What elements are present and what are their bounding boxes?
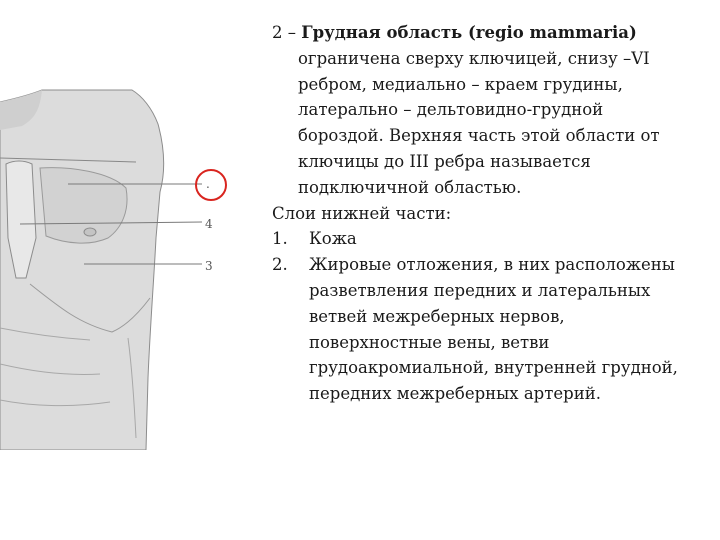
section-description: ограничена сверху ключицей, снизу –VI ребром, медиально – краем грудины, латерально – дельтовидно-грудной бороздой. Верхняя часть этой области от ключицы до III ребра называется подключичной областью. <box>298 48 660 197</box>
nipple <box>84 228 96 236</box>
chest-anatomy-drawing <box>0 88 232 450</box>
list-item-text: Кожа <box>309 229 357 249</box>
list-item-number: 2. <box>272 255 288 275</box>
figure-label-2: 4 <box>205 217 213 231</box>
list-item-number: 1. <box>272 229 288 249</box>
list-item <box>272 252 692 407</box>
chest-anatomy-figure <box>0 88 232 450</box>
section-heading: Грудная область (regio mammaria) <box>301 23 637 42</box>
layers-title: Слои нижней части: <box>272 203 452 223</box>
figure-label-3: 3 <box>205 259 213 273</box>
list-item <box>272 226 692 252</box>
region-definition <box>272 20 692 201</box>
description-text <box>272 20 692 407</box>
figure-label-1: . <box>206 177 210 191</box>
highlight-circle <box>196 170 226 200</box>
list-item-text: Жировые отложения, в них расположены разветвления передних и латеральных ветвей межреберных нервов, поверхностные вены, ветви грудоакромиальной, внутренней грудной, передних межреберных артерий. <box>309 255 678 404</box>
section-number: 2 – <box>272 23 302 42</box>
